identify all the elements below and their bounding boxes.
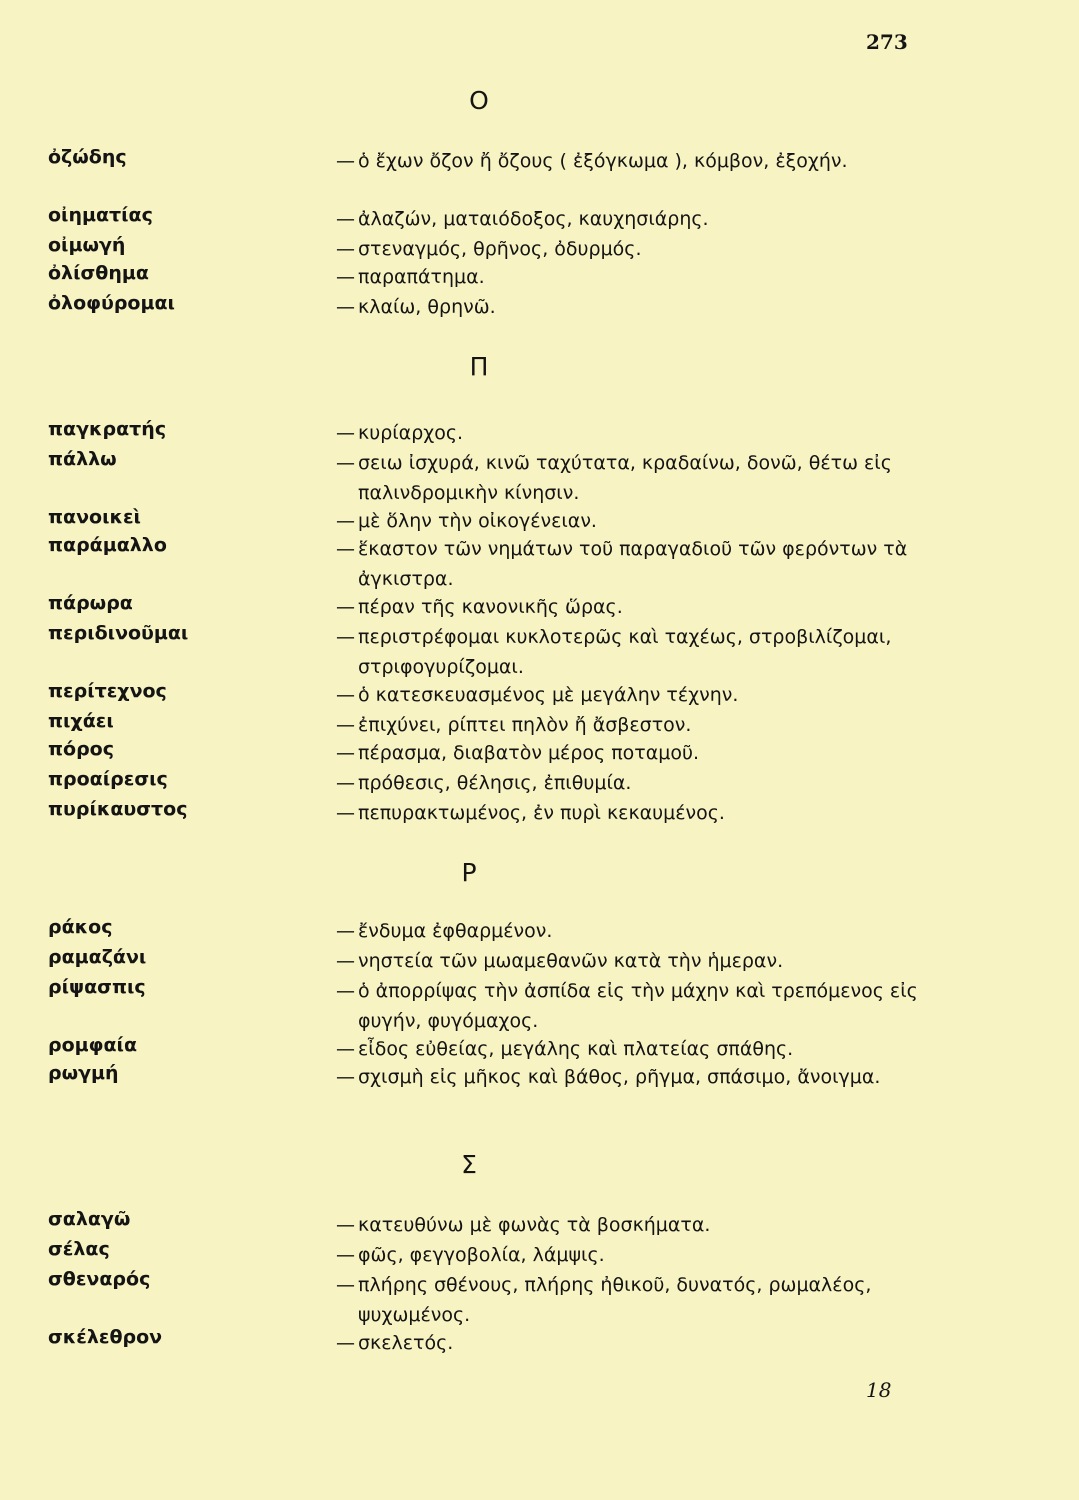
entry-term: ρωγμή [48, 1062, 119, 1084]
section-letter-pi: Π [469, 352, 489, 381]
entry-definition: — ὁ ἔχων ὄζον ἤ ὄζους ( ἐξόγκωμα ), κόμβον, ἐξοχήν. [336, 150, 848, 172]
entry-definition: — ὁ κατεσκευασμένος μὲ μεγάλην τέχνην. [336, 684, 739, 706]
entry-definition: — πέραν τῆς κανονικῆς ὥρας. [336, 596, 623, 618]
entry-term: παγκρατής [48, 418, 167, 440]
entry-definition: — κατευθύνω μὲ φωνὰς τὰ βοσκήματα. [336, 1214, 711, 1236]
entry-term: ρομφαία [48, 1034, 138, 1056]
entry-definition: — πέρασμα, διαβατὸν μέρος ποταμοῦ. [336, 742, 699, 764]
entry-definition: — εἶδος εὐθείας, μεγάλης καὶ πλατείας σπάθης. [336, 1038, 794, 1060]
page-number: 273 [866, 30, 908, 54]
entry-definition: — ἕκαστον τῶν νημάτων τοῦ παραγαδιοῦ τῶν φερόντων τὰ ἀγκιστρα. [336, 538, 908, 590]
entry-definition: — κλαίω, θρηνῶ. [336, 296, 496, 318]
entry-definition: — παραπάτημα. [336, 266, 485, 288]
entry-term: περιδινοῦμαι [48, 622, 189, 644]
entry-definition: — κυρίαρχος. [336, 422, 464, 444]
entry-definition: — σκελετός. [336, 1332, 454, 1354]
entry-definition: — σχισμὴ εἰς μῆκος καὶ βάθος, ρῆγμα, σπάσιμο, ἄνοιγμα. [336, 1066, 881, 1088]
entry-term: ρίψασπις [48, 976, 146, 998]
entry-term: σέλας [48, 1238, 110, 1260]
entry-term: προαίρεσις [48, 768, 168, 790]
entry-term: πόρος [48, 738, 114, 760]
entry-term: ὀλοφύρομαι [48, 292, 175, 314]
entry-term: πάλλω [48, 448, 117, 470]
entry-term: σαλαγῶ [48, 1208, 131, 1230]
entry-definition: — περιστρέφομαι κυκλοτερῶς καὶ ταχέως, στροβιλίζομαι, στριφογυρίζομαι. [336, 626, 892, 678]
entry-term: πιχάει [48, 710, 114, 732]
entry-definition: — μὲ ὅλην τὴν οἰκογένειαν. [336, 510, 597, 532]
signature-mark: 18 [866, 1378, 892, 1402]
section-letter-o: O [469, 86, 489, 115]
entry-term: πυρίκαυστος [48, 798, 188, 820]
entry-term: περίτεχνος [48, 680, 167, 702]
entry-term: πανοικεὶ [48, 506, 141, 528]
entry-definition: — ἀλαζών, ματαιόδοξος, καυχησιάρης. [336, 208, 709, 230]
entry-definition: — σειω ἰσχυρά, κινῶ ταχύτατα, κραδαίνω, δονῶ, θέτω εἰς παλινδρομικὴν κίνησιν. [336, 452, 892, 504]
entry-term: σκέλεθρον [48, 1326, 163, 1348]
entry-term: ὀλίσθημα [48, 262, 149, 284]
entry-definition: — φῶς, φεγγοβολία, λάμψις. [336, 1244, 605, 1266]
entry-term: παράμαλλο [48, 534, 167, 556]
entry-definition: — πεπυρακτωμένος, ἐν πυρὶ κεκαυμένος. [336, 802, 725, 824]
entry-definition: — ἐπιχύνει, ρίπτει πηλὸν ἤ ἄσβεστον. [336, 714, 692, 736]
entry-term: ραμαζάνι [48, 946, 147, 968]
entry-term: ράκος [48, 916, 113, 938]
entry-definition: — ἔνδυμα ἐφθαρμένον. [336, 920, 553, 942]
entry-term: οἰηματίας [48, 204, 153, 226]
entry-term: ὀζώδης [48, 146, 127, 168]
section-letter-rho: Ρ [461, 858, 477, 887]
entry-term: πάρωρα [48, 592, 133, 614]
entry-term: σθεναρός [48, 1268, 151, 1290]
entry-term: οἰμωγή [48, 234, 126, 256]
entry-definition: — πλήρης σθένους, πλήρης ἠθικοῦ, δυνατός, ρωμαλέος, ψυχωμένος. [336, 1274, 872, 1326]
entry-definition: — στεναγμός, θρῆνος, ὀδυρμός. [336, 238, 642, 260]
entry-definition: — νηστεία τῶν μωαμεθανῶν κατὰ τὴν ἡμεραν. [336, 950, 784, 972]
section-letter-sigma: Σ [461, 1150, 477, 1179]
entry-definition: — ὁ ἀπορρίψας τὴν ἀσπίδα εἰς τὴν μάχην καὶ τρεπόμενος εἰς φυγήν, φυγόμαχος. [336, 980, 918, 1032]
entry-definition: — πρόθεσις, θέλησις, ἐπιθυμία. [336, 772, 632, 794]
